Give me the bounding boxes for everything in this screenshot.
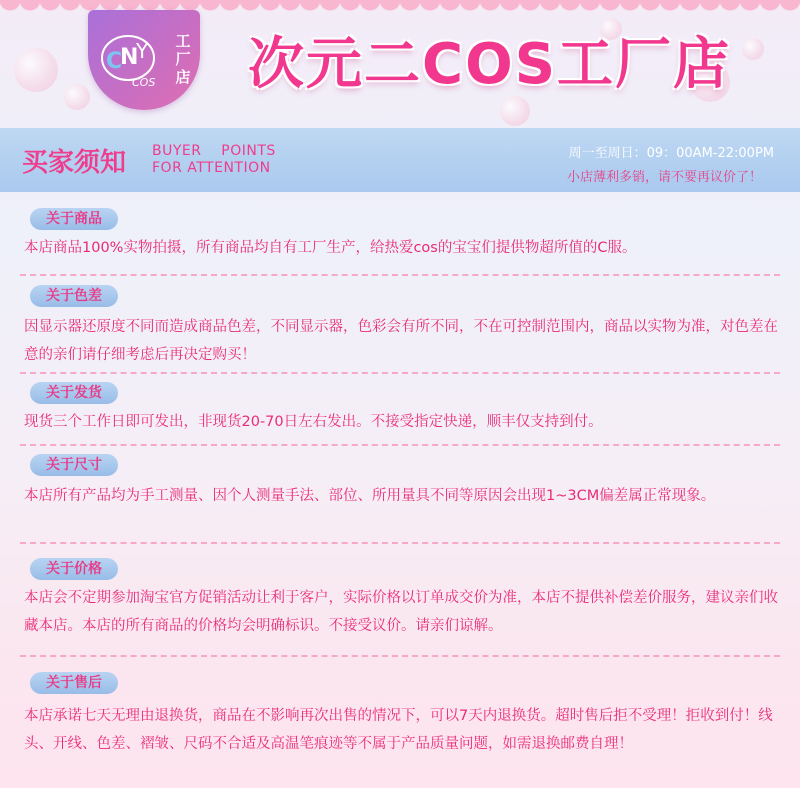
section-divider — [20, 542, 780, 544]
business-hours: 周一至周日：09：00AM-22:00PM — [568, 146, 774, 161]
store-header — [0, 0, 800, 128]
section-products — [0, 206, 800, 276]
badge-tag: 工厂店 — [175, 32, 191, 86]
banner-subtitle — [152, 143, 276, 177]
section-text: 本店承诺七天无理由退换货，商品在不影响再次出售的情况下，可以7天内退换货。超时售后拒不受理！拒收到付！线头、开线、色差、褶皱、尺码不合适及高温笔痕迹等不属于产品质量问题，如需退换邮费自理！ — [24, 708, 773, 752]
svg-text:N: N — [120, 45, 139, 70]
section-price — [0, 558, 800, 648]
section-label: 关于商品 — [30, 208, 118, 230]
decorative-bubble — [742, 38, 764, 60]
section-after-sales — [0, 672, 800, 788]
logo-text: COS — [132, 76, 156, 89]
section-label: 关于发货 — [30, 382, 118, 404]
section-label: 关于色差 — [30, 285, 118, 307]
section-text: 因显示器还原度不同而造成商品色差，不同显示器，色彩会有所不同，不在可控制范围内，商品以实物为准，对色差在意的亲们请仔细考虑后再决定购买！ — [24, 319, 778, 363]
section-size — [0, 454, 800, 540]
section-label: 关于售后 — [30, 672, 118, 694]
section-label: 关于价格 — [30, 558, 118, 580]
section-text: 本店所有产品均为手工测量、因个人测量手法、部位、所用量具不同等原因会出现1~3CM偏差属正常现象。 — [24, 488, 716, 504]
no-bargain-note: 小店薄利多销，请不要再议价了！ — [566, 170, 762, 185]
store-logo-badge — [88, 10, 200, 110]
store-title: 次元二COS工厂店 — [248, 32, 732, 97]
section-shipping — [0, 382, 800, 442]
notice-banner — [0, 128, 800, 192]
section-divider — [20, 372, 780, 374]
section-text: 本店商品100%实物拍摄，所有商品均自有工厂生产，给热爱cos的宝宝们提供物超所值的C服。 — [24, 240, 637, 256]
banner-title: 买家须知 — [22, 148, 127, 178]
section-divider — [20, 274, 780, 276]
svg-text:C: C — [106, 49, 123, 74]
decorative-bubble — [500, 96, 530, 126]
section-color-difference — [0, 285, 800, 375]
section-text: 本店会不定期参加淘宝官方促销活动让利于客户，实际价格以订单成交价为准，本店不提供补偿差价服务，建议亲们收藏本店。本店的所有商品的价格均会明确标识。不接受议价。请亲们谅解。 — [24, 590, 778, 634]
section-text: 现货三个工作日即可发出，非现货20-70日左右发出。不接受指定快递，顺丰仅支持到付。 — [24, 414, 603, 430]
decorative-bubble — [14, 48, 58, 92]
svg-text:Y: Y — [136, 39, 149, 63]
banner-subtitle-line1: BUYER POINTS — [152, 143, 276, 159]
section-label: 关于尺寸 — [30, 454, 118, 476]
section-divider — [20, 655, 780, 657]
banner-subtitle-line2: FOR ATTENTION — [152, 160, 271, 176]
section-divider — [20, 444, 780, 446]
decorative-bubble — [64, 84, 90, 110]
